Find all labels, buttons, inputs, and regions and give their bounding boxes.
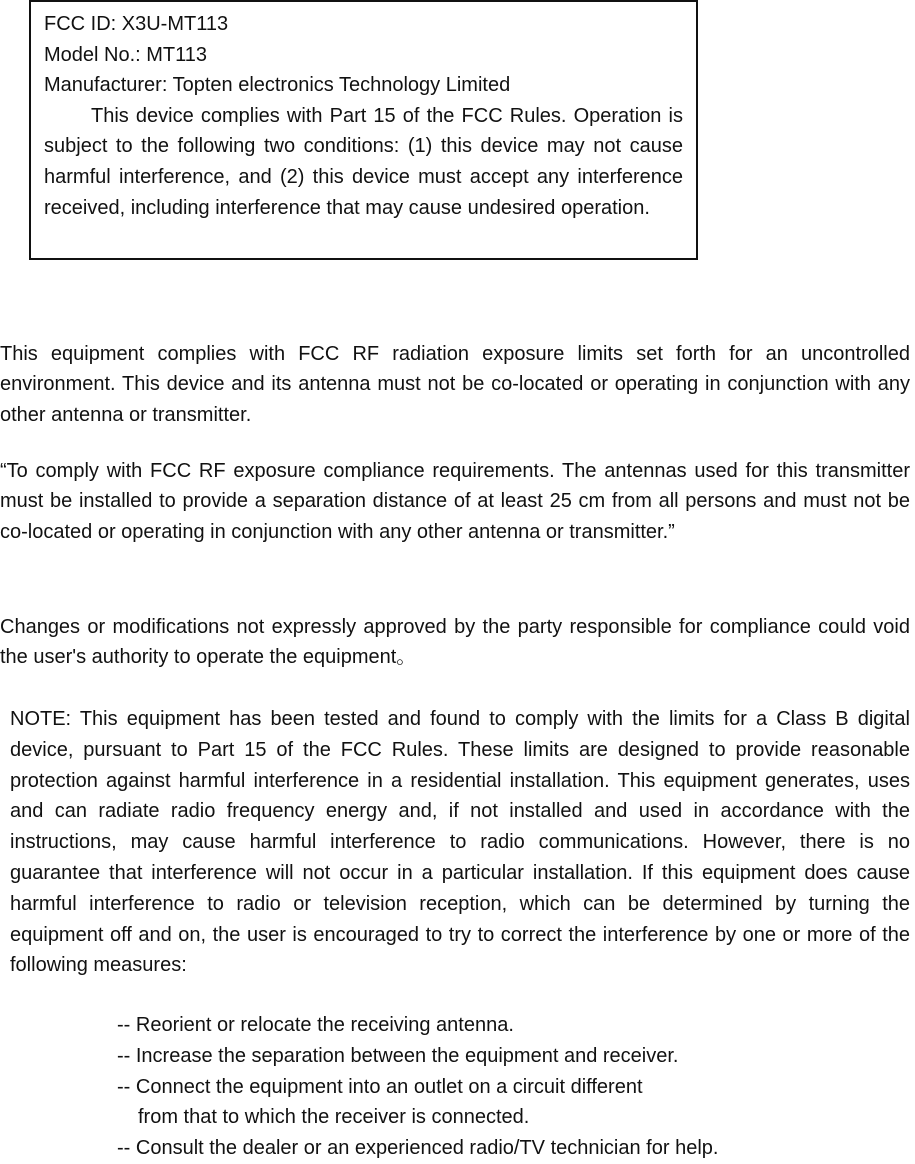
rf-exposure-paragraph: This equipment complies with FCC RF radiation exposure limits set forth for an uncontrolled environment. This device and its antenna must not be co-located or operating in conjunction with any other antenna or transmitter. — [0, 343, 910, 426]
manufacturer: Manufacturer: Topten electronics Technology Limited — [44, 74, 511, 97]
measure-item: -- Reorient or relocate the receiving antenna. — [117, 1014, 514, 1036]
model-number: Model No.: MT113 — [44, 43, 208, 66]
fcc-id: FCC ID: X3U-MT113 — [44, 13, 229, 35]
changes-warning-paragraph: Changes or modifications not expressly approved by the party responsible for compliance could void the user's authority to operate the equipment。 — [0, 616, 910, 669]
part15-statement: This device complies with Part 15 of the FCC Rules. Operation is subject to the following two conditions: (1) this device may not cause harmful interference, and (2) this device must accept any interference received, including interference that may cause undesired operation. — [44, 104, 683, 219]
measure-item: -- Connect the equipment into an outlet on a circuit different — [117, 1075, 643, 1098]
compliance-quote-paragraph: “To comply with FCC RF exposure compliance requirements. The antennas used for this transmitter must be installed to provide a separation distance of at least 25 cm from all persons and must not be co-located or operating in conjunction with any other antenna or transmitter.” — [0, 460, 910, 543]
class-b-note-paragraph: NOTE: This equipment has been tested and found to comply with the limits for a Class B digital device, pursuant to Part 15 of the FCC Rules. These limits are designed to provide reasonable protection against harmful interference in a residential installation. This equipment generates, uses and can radiate radio frequency energy and, if not installed and used in accordance with the instructions, may cause harmful interference to radio communications. However, there is no guarantee that interference will not occur in a particular installation. If this equipment does cause harmful interference to radio or television reception, which can be determined by turning the equipment off and on, the user is encouraged to try to correct the interference by one or more of the following measures: — [10, 708, 910, 977]
fcc-label-box — [29, 0, 698, 260]
measure-item: -- Consult the dealer or an experienced radio/TV technician for help. — [117, 1137, 719, 1160]
measure-item: -- Increase the separation between the equipment and receiver. — [117, 1044, 679, 1067]
measures-list — [117, 1010, 718, 1164]
measure-item-continuation: from that to which the receiver is connected. — [138, 1106, 530, 1129]
